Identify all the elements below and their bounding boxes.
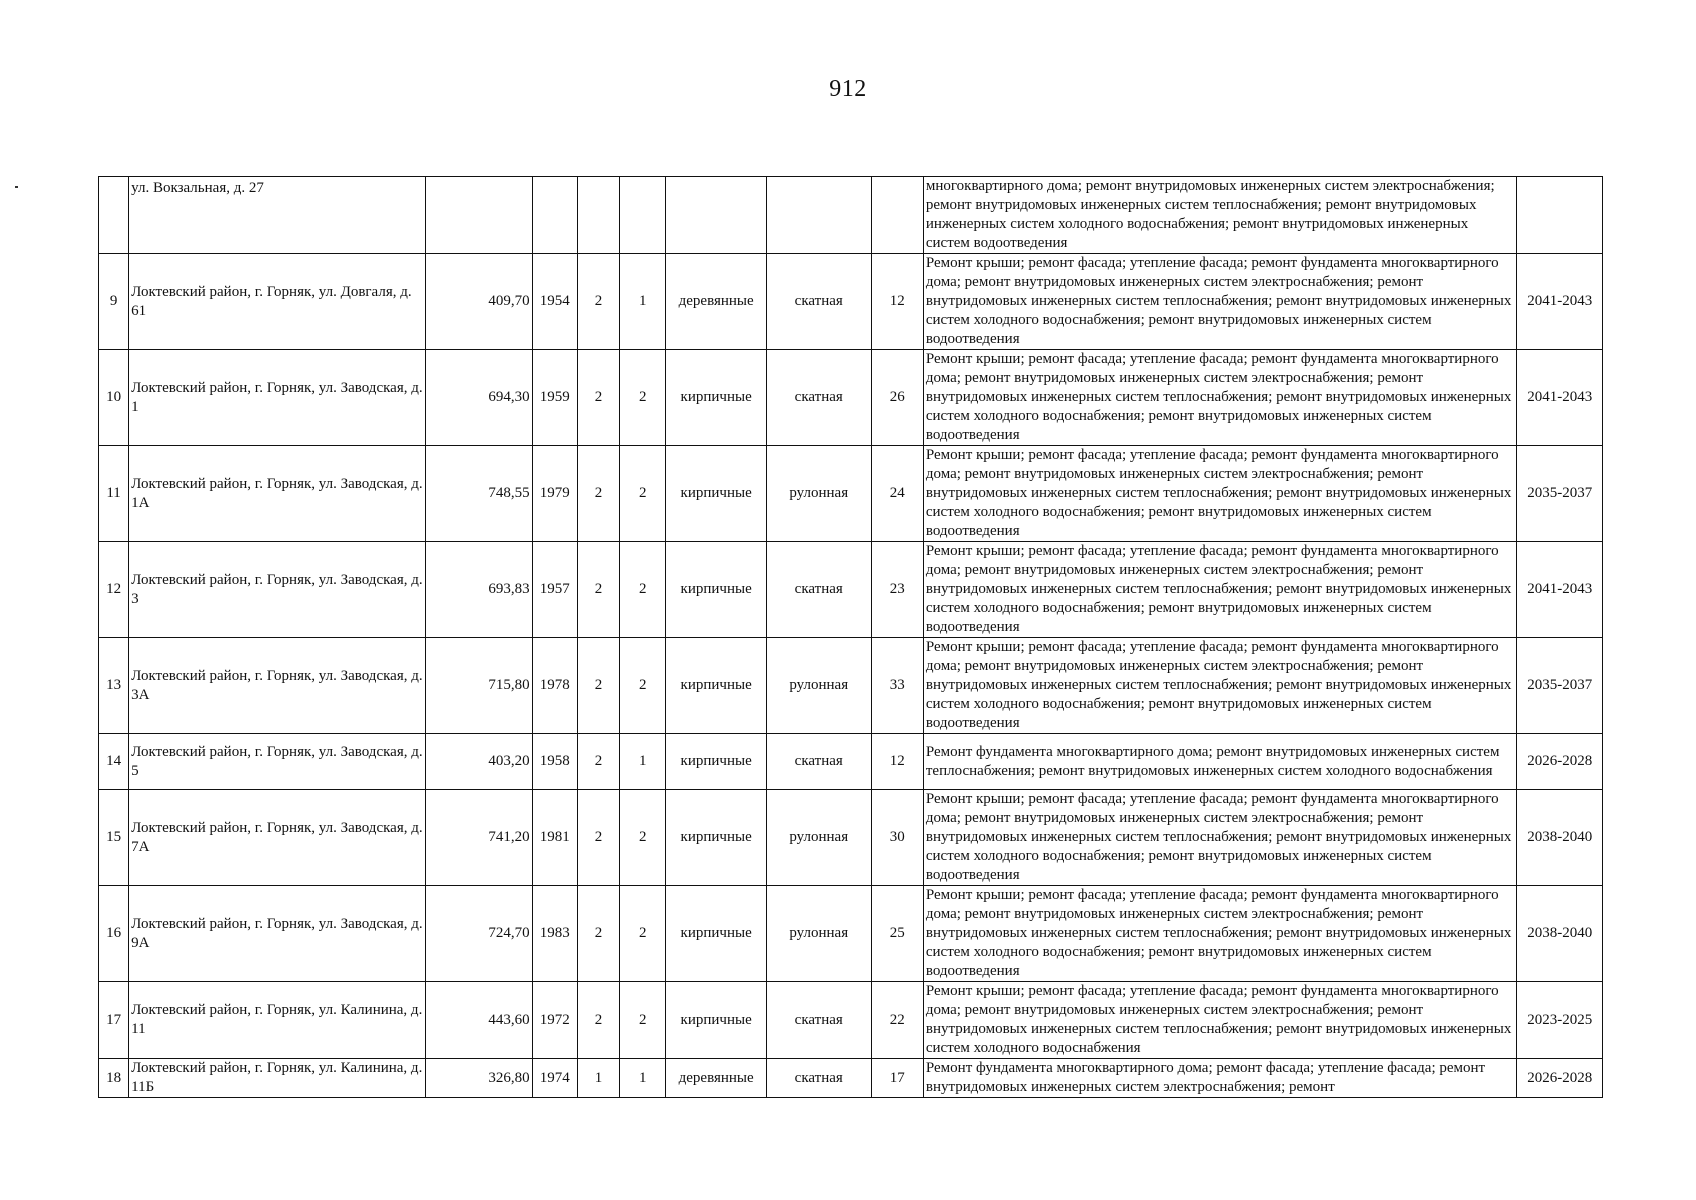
repair-period-cell: 2038-2040: [1517, 790, 1603, 886]
year-cell: 1981: [532, 790, 577, 886]
row-number: 13: [99, 638, 129, 734]
year-cell: [532, 177, 577, 254]
entrances-cell: 1: [620, 734, 666, 790]
entrances-cell: 2: [620, 886, 666, 982]
repair-period-cell: 2041-2043: [1517, 350, 1603, 446]
repair-period-cell: 2035-2037: [1517, 446, 1603, 542]
area-cell: 741,20: [425, 790, 532, 886]
row-number: 18: [99, 1059, 129, 1098]
area-cell: 694,30: [425, 350, 532, 446]
address-cell: ул. Вокзальная, д. 27: [129, 177, 426, 254]
walls-material-cell: кирпичные: [666, 350, 767, 446]
row-number: 16: [99, 886, 129, 982]
area-cell: 443,60: [425, 982, 532, 1059]
repair-works-cell: Ремонт фундамента многоквартирного дома; ремонт фасада; утепление фасада; ремонт внутридомовых инженерных систем электроснабжения; ремонт: [923, 1059, 1517, 1098]
floors-cell: 2: [577, 790, 619, 886]
repair-works-cell: Ремонт крыши; ремонт фасада; утепление фасада; ремонт фундамента многоквартирного дома; ремонт внутридомовых инженерных систем электроснабжения; ремонт внутридомовых инженерных систем теплоснабжения; ремонт внутридомовых инженерных систем холодного водоснабжения; ремонт внутридомовых инженерных систем водоотведения: [923, 886, 1517, 982]
flats-count-cell: 30: [871, 790, 923, 886]
entrances-cell: 1: [620, 1059, 666, 1098]
walls-material-cell: кирпичные: [666, 790, 767, 886]
flats-count-cell: 24: [871, 446, 923, 542]
row-number: 17: [99, 982, 129, 1059]
flats-count-cell: 22: [871, 982, 923, 1059]
address-cell: Локтевский район, г. Горняк, ул. Заводская, д. 1: [129, 350, 426, 446]
address-cell: Локтевский район, г. Горняк, ул. Калинина, д. 11Б: [129, 1059, 426, 1098]
row-number: 12: [99, 542, 129, 638]
roof-type-cell: рулонная: [766, 790, 871, 886]
floors-cell: [577, 177, 619, 254]
repair-period-cell: 2026-2028: [1517, 734, 1603, 790]
address-cell: Локтевский район, г. Горняк, ул. Заводская, д. 1А: [129, 446, 426, 542]
flats-count-cell: 23: [871, 542, 923, 638]
year-cell: 1983: [532, 886, 577, 982]
entrances-cell: 2: [620, 542, 666, 638]
table-row: [99, 790, 1603, 886]
address-cell: Локтевский район, г. Горняк, ул. Заводская, д. 3: [129, 542, 426, 638]
floors-cell: 2: [577, 254, 619, 350]
flats-count-cell: 12: [871, 254, 923, 350]
table-row: [99, 177, 1603, 254]
year-cell: 1954: [532, 254, 577, 350]
address-cell: Локтевский район, г. Горняк, ул. Заводская, д. 7А: [129, 790, 426, 886]
table-row: [99, 734, 1603, 790]
walls-material-cell: деревянные: [666, 1059, 767, 1098]
area-cell: 403,20: [425, 734, 532, 790]
floors-cell: 2: [577, 886, 619, 982]
floors-cell: 2: [577, 982, 619, 1059]
entrances-cell: 2: [620, 790, 666, 886]
flats-count-cell: 17: [871, 1059, 923, 1098]
area-cell: [425, 177, 532, 254]
flats-count-cell: 25: [871, 886, 923, 982]
repair-works-cell: Ремонт крыши; ремонт фасада; утепление фасада; ремонт фундамента многоквартирного дома; ремонт внутридомовых инженерных систем электроснабжения; ремонт внутридомовых инженерных систем теплоснабжения; ремонт внутридомовых инженерных систем холодного водоснабжения: [923, 982, 1517, 1059]
roof-type-cell: скатная: [766, 542, 871, 638]
row-number: 10: [99, 350, 129, 446]
walls-material-cell: кирпичные: [666, 886, 767, 982]
repair-works-cell: Ремонт крыши; ремонт фасада; утепление фасада; ремонт фундамента многоквартирного дома; ремонт внутридомовых инженерных систем электроснабжения; ремонт внутридомовых инженерных систем теплоснабжения; ремонт внутридомовых инженерных систем холодного водоснабжения; ремонт внутридомовых инженерных систем водоотведения: [923, 638, 1517, 734]
floors-cell: 1: [577, 1059, 619, 1098]
walls-material-cell: кирпичные: [666, 446, 767, 542]
roof-type-cell: рулонная: [766, 886, 871, 982]
area-cell: 326,80: [425, 1059, 532, 1098]
address-cell: Локтевский район, г. Горняк, ул. Довгаля, д. 61: [129, 254, 426, 350]
entrances-cell: 1: [620, 254, 666, 350]
floors-cell: 2: [577, 446, 619, 542]
roof-type-cell: скатная: [766, 734, 871, 790]
area-cell: 748,55: [425, 446, 532, 542]
entrances-cell: [620, 177, 666, 254]
table-row: [99, 542, 1603, 638]
walls-material-cell: кирпичные: [666, 542, 767, 638]
repair-works-cell: Ремонт фундамента многоквартирного дома; ремонт внутридомовых инженерных систем теплоснабжения; ремонт внутридомовых инженерных систем холодного водоснабжения: [923, 734, 1517, 790]
row-number: 9: [99, 254, 129, 350]
page-number: 912: [829, 76, 867, 102]
table-row: [99, 638, 1603, 734]
year-cell: 1972: [532, 982, 577, 1059]
table-row: [99, 886, 1603, 982]
table-row: [99, 350, 1603, 446]
roof-type-cell: скатная: [766, 350, 871, 446]
repair-period-cell: 2026-2028: [1517, 1059, 1603, 1098]
repair-period-cell: 2023-2025: [1517, 982, 1603, 1059]
table-row: [99, 446, 1603, 542]
address-cell: Локтевский район, г. Горняк, ул. Калинина, д. 11: [129, 982, 426, 1059]
repair-period-cell: 2041-2043: [1517, 542, 1603, 638]
roof-type-cell: скатная: [766, 982, 871, 1059]
walls-material-cell: [666, 177, 767, 254]
scan-mark: [15, 186, 18, 188]
area-cell: 715,80: [425, 638, 532, 734]
address-cell: Локтевский район, г. Горняк, ул. Заводская, д. 3А: [129, 638, 426, 734]
walls-material-cell: кирпичные: [666, 638, 767, 734]
flats-count-cell: 12: [871, 734, 923, 790]
table-row: [99, 1059, 1603, 1098]
repair-works-cell: Ремонт крыши; ремонт фасада; утепление фасада; ремонт фундамента многоквартирного дома; ремонт внутридомовых инженерных систем электроснабжения; ремонт внутридомовых инженерных систем теплоснабжения; ремонт внутридомовых инженерных систем холодного водоснабжения; ремонт внутридомовых инженерных систем водоотведения: [923, 254, 1517, 350]
roof-type-cell: [766, 177, 871, 254]
walls-material-cell: деревянные: [666, 254, 767, 350]
row-number: [99, 177, 129, 254]
row-number: 15: [99, 790, 129, 886]
area-cell: 724,70: [425, 886, 532, 982]
walls-material-cell: кирпичные: [666, 734, 767, 790]
repair-period-cell: 2038-2040: [1517, 886, 1603, 982]
year-cell: 1978: [532, 638, 577, 734]
floors-cell: 2: [577, 638, 619, 734]
repair-period-cell: 2035-2037: [1517, 638, 1603, 734]
repair-works-cell: Ремонт крыши; ремонт фасада; утепление фасада; ремонт фундамента многоквартирного дома; ремонт внутридомовых инженерных систем электроснабжения; ремонт внутридомовых инженерных систем теплоснабжения; ремонт внутридомовых инженерных систем холодного водоснабжения; ремонт внутридомовых инженерных систем водоотведения: [923, 446, 1517, 542]
area-cell: 409,70: [425, 254, 532, 350]
repair-works-cell: Ремонт крыши; ремонт фасада; утепление фасада; ремонт фундамента многоквартирного дома; ремонт внутридомовых инженерных систем электроснабжения; ремонт внутридомовых инженерных систем теплоснабжения; ремонт внутридомовых инженерных систем холодного водоснабжения; ремонт внутридомовых инженерных систем водоотведения: [923, 542, 1517, 638]
table-row: [99, 982, 1603, 1059]
year-cell: 1958: [532, 734, 577, 790]
entrances-cell: 2: [620, 638, 666, 734]
roof-type-cell: скатная: [766, 1059, 871, 1098]
row-number: 14: [99, 734, 129, 790]
year-cell: 1979: [532, 446, 577, 542]
address-cell: Локтевский район, г. Горняк, ул. Заводская, д. 9А: [129, 886, 426, 982]
floors-cell: 2: [577, 734, 619, 790]
floors-cell: 2: [577, 542, 619, 638]
table-row: [99, 254, 1603, 350]
roof-type-cell: скатная: [766, 254, 871, 350]
flats-count-cell: 26: [871, 350, 923, 446]
floors-cell: 2: [577, 350, 619, 446]
year-cell: 1957: [532, 542, 577, 638]
year-cell: 1959: [532, 350, 577, 446]
entrances-cell: 2: [620, 350, 666, 446]
repair-works-cell: Ремонт крыши; ремонт фасада; утепление фасада; ремонт фундамента многоквартирного дома; ремонт внутридомовых инженерных систем электроснабжения; ремонт внутридомовых инженерных систем теплоснабжения; ремонт внутридомовых инженерных систем холодного водоснабжения; ремонт внутридомовых инженерных систем водоотведения: [923, 350, 1517, 446]
year-cell: 1974: [532, 1059, 577, 1098]
entrances-cell: 2: [620, 982, 666, 1059]
roof-type-cell: рулонная: [766, 638, 871, 734]
repair-works-cell: Ремонт крыши; ремонт фасада; утепление фасада; ремонт фундамента многоквартирного дома; ремонт внутридомовых инженерных систем электроснабжения; ремонт внутридомовых инженерных систем теплоснабжения; ремонт внутридомовых инженерных систем холодного водоснабжения; ремонт внутридомовых инженерных систем водоотведения: [923, 790, 1517, 886]
housing-repair-table: [98, 176, 1603, 1098]
roof-type-cell: рулонная: [766, 446, 871, 542]
area-cell: 693,83: [425, 542, 532, 638]
flats-count-cell: [871, 177, 923, 254]
repair-period-cell: 2041-2043: [1517, 254, 1603, 350]
address-cell: Локтевский район, г. Горняк, ул. Заводская, д. 5: [129, 734, 426, 790]
repair-works-cell: многоквартирного дома; ремонт внутридомовых инженерных систем электроснабжения; ремонт внутридомовых инженерных систем теплоснабжения; ремонт внутридомовых инженерных систем холодного водоснабжения; ремонт внутридомовых инженерных систем водоотведения: [923, 177, 1517, 254]
entrances-cell: 2: [620, 446, 666, 542]
walls-material-cell: кирпичные: [666, 982, 767, 1059]
row-number: 11: [99, 446, 129, 542]
repair-period-cell: [1517, 177, 1603, 254]
flats-count-cell: 33: [871, 638, 923, 734]
